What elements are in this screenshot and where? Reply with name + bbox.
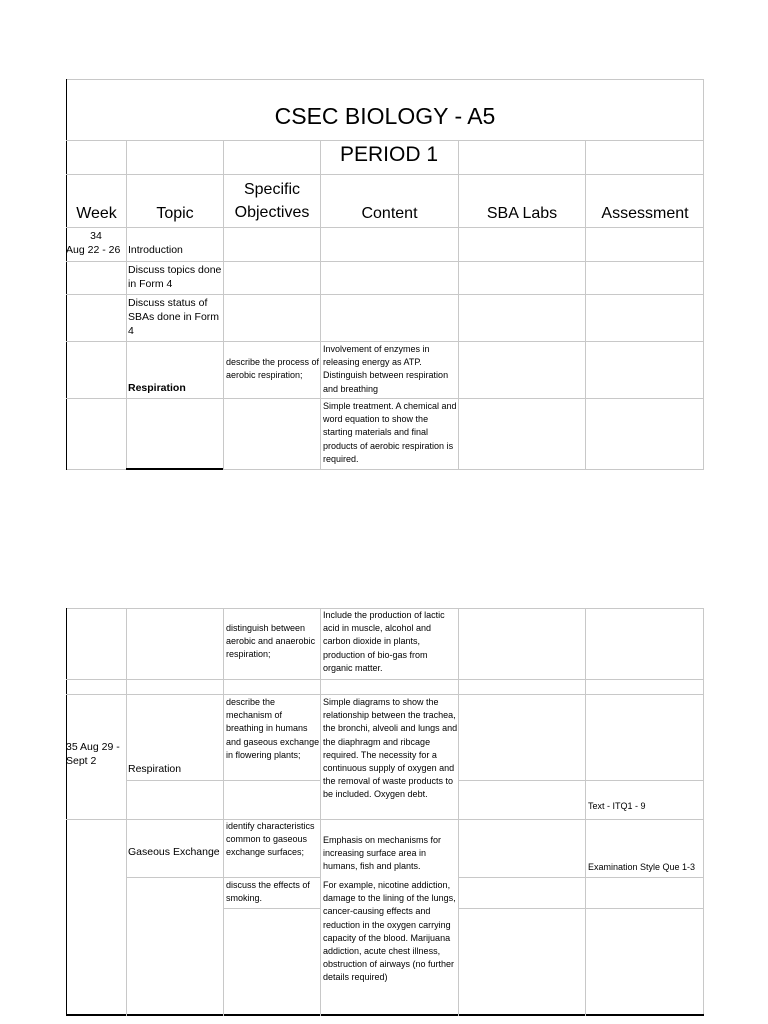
grid-line xyxy=(66,174,704,175)
grid-line xyxy=(66,694,704,695)
schedule-table-continued xyxy=(66,608,704,1016)
topic-cell: Respiration xyxy=(128,382,186,394)
topic-cell: Discuss status of SBAs done in Form 4 xyxy=(128,297,220,337)
grid-line xyxy=(458,608,459,1016)
week-dates: Aug 22 - 26 xyxy=(66,244,121,256)
grid-line xyxy=(66,294,704,295)
header-topic: Topic xyxy=(156,205,194,222)
grid-line xyxy=(458,877,704,878)
grid-line xyxy=(66,608,67,1016)
grid-line xyxy=(223,908,320,909)
grid-line xyxy=(585,140,586,470)
objective-cell: describe the process of aerobic respiration; xyxy=(226,357,320,381)
objective-cell: identify characteristics common to gaseous exchange surfaces; xyxy=(226,821,315,858)
assessment-cell: Text - ITQ1 - 9 xyxy=(588,801,646,811)
week-number: 34 xyxy=(90,230,102,242)
grid-line xyxy=(703,79,704,470)
objective-cell: discuss the effects of smoking. xyxy=(226,880,310,904)
grid-line xyxy=(320,819,704,820)
grid-line xyxy=(458,140,459,470)
content-cell: Emphasis on mechanisms for increasing surface area in humans, fish and plants. xyxy=(323,835,442,872)
content-cell: For example, nicotine addiction, damage to the lining of the lungs, cancer-causing effects and reduction in the oxygen carrying capacity of the blood. Marijuana addiction, acute chest illness, obstruction of airways (no further details required) xyxy=(323,880,456,983)
header-week: Week xyxy=(76,205,117,222)
week-cell: 35 Aug 29 - Sept 2 xyxy=(66,741,120,767)
period-label: PERIOD 1 xyxy=(339,143,439,166)
sheet-title: CSEC BIOLOGY - A5 xyxy=(274,103,496,129)
header-assessment: Assessment xyxy=(601,205,689,222)
grid-line xyxy=(66,341,704,342)
grid-line xyxy=(66,140,704,141)
grid-line xyxy=(66,79,704,80)
grid-line xyxy=(126,468,223,470)
grid-line xyxy=(66,261,704,262)
grid-line xyxy=(66,1014,704,1016)
grid-line xyxy=(66,79,67,470)
schedule-table-period-1 xyxy=(66,79,704,470)
topic-cell: Gaseous Exchange xyxy=(128,846,220,858)
content-cell: Simple diagrams to show the relationship between the trachea, the bronchi, alveoli and lungs and the diaphragm and ribcage required. The necessity for a continuous supply of oxygen and the removal of waste products to be included. Oxygen debt. xyxy=(323,697,458,800)
header-sba-labs: SBA Labs xyxy=(486,205,558,222)
objective-cell: distinguish between aerobic and anaerobic respiration; xyxy=(226,623,316,660)
topic-cell: Respiration xyxy=(128,763,182,775)
grid-line xyxy=(126,608,127,1016)
topic-cell: Discuss topics done in Form 4 xyxy=(128,264,222,290)
topic-cell: Introduction xyxy=(128,244,183,256)
assessment-cell: Examination Style Que 1-3 xyxy=(588,862,696,872)
grid-line xyxy=(66,398,704,399)
header-specific-objectives: Specific Objectives xyxy=(234,181,310,221)
objective-cell: describe the mechanism of breathing in humans and gaseous exchange in flowering plants; xyxy=(226,697,320,760)
content-cell: Simple treatment. A chemical and word equation to show the starting materials and final products of aerobic respiration is required. xyxy=(323,401,457,464)
grid-line xyxy=(585,908,704,909)
grid-line xyxy=(66,679,704,680)
grid-line xyxy=(458,908,585,909)
grid-line xyxy=(223,780,320,781)
grid-line xyxy=(66,227,704,228)
grid-line xyxy=(126,780,223,781)
grid-line xyxy=(458,780,704,781)
content-cell: Include the production of lactic acid in muscle, alcohol and carbon dioxide in plants, production of bio-gas from organic matter. xyxy=(323,610,445,673)
content-cell: Involvement of enzymes in releasing energy as ATP. Distinguish between respiration and breathing xyxy=(323,344,449,394)
header-content: Content xyxy=(361,205,418,222)
